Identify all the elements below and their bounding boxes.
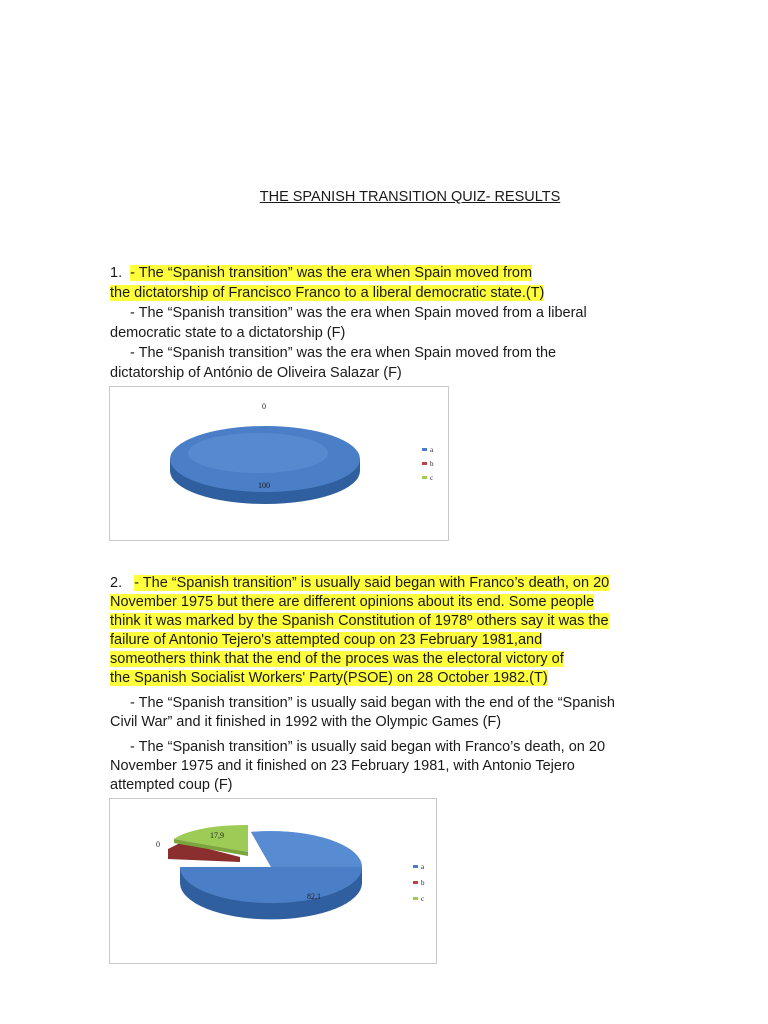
q2-number: 2. <box>110 575 123 591</box>
legend-swatch-c <box>422 476 427 479</box>
legend-label-b: b <box>430 460 434 468</box>
legend-label-a: a <box>421 863 425 871</box>
legend-label-c: c <box>430 474 434 482</box>
q2-correct-line-2 <box>110 593 670 612</box>
legend-label-b: b <box>421 879 425 887</box>
q2-option-3-line-3: attempted coup (F) <box>110 777 233 793</box>
legend-label-c: c <box>421 895 425 903</box>
q2-correct-line-3 <box>110 612 670 631</box>
data-label-b: 0 <box>262 402 266 411</box>
question-1 <box>110 263 670 383</box>
q2-option-3-line-2: November 1975 and it finished on 23 February 1981, with Antonio Tejero <box>110 758 575 774</box>
q1-option-2-line-1: - The “Spanish transition” was the era when Spain moved from a liberal <box>130 305 587 321</box>
data-label-b: 0 <box>156 840 160 849</box>
q2-option-2-line-1: - The “Spanish transition” is usually said began with the end of the “Spanish <box>130 695 615 711</box>
q1-correct-answer-2: the dictatorship of Francisco Franco to a liberal democratic state.(T) <box>110 285 545 301</box>
q1-correct-answer-1: - The “Spanish transition” was the era when Spain moved from <box>130 265 533 281</box>
pie-slice-a <box>170 426 360 504</box>
q1-option-3-line-2: dictatorship of António de Oliveira Salazar (F) <box>110 365 402 381</box>
legend-swatch-c <box>413 897 418 900</box>
q2-correct-answer-3: think it was marked by the Spanish Constitution of 1978º others say it was the <box>110 613 609 629</box>
legend-swatch-a <box>413 865 418 868</box>
legend-swatch-a <box>422 448 427 451</box>
q2-correct-line-6 <box>110 669 670 688</box>
legend-label-a: a <box>430 446 434 454</box>
q1-number: 1. <box>110 265 123 281</box>
q2-correct-answer-4: failure of Antonio Tejero's attempted coup on 23 February 1981,and <box>110 632 543 648</box>
page-title: THE SPANISH TRANSITION QUIZ- RESULTS <box>259 189 561 205</box>
q1-results-chart <box>109 386 449 541</box>
data-label-a: 100 <box>258 481 270 490</box>
legend-swatch-b <box>413 881 418 884</box>
legend <box>413 863 425 903</box>
data-label-c: 17,9 <box>210 831 224 840</box>
data-label-a: 82,1 <box>307 892 321 901</box>
q2-correct-line-1 <box>110 574 670 593</box>
q1-option-2-line-2: democratic state to a dictatorship (F) <box>110 325 346 341</box>
q2-correct-answer-1: - The “Spanish transition” is usually said began with Franco’s death, on 20 <box>134 575 610 591</box>
q1-correct-line-2 <box>110 283 670 303</box>
q2-option-2-line-2: Civil War” and it finished in 1992 with the Olympic Games (F) <box>110 714 502 730</box>
q2-correct-answer-2: November 1975 but there are different opinions about its end. Some people <box>110 594 595 610</box>
q2-correct-line-4 <box>110 631 670 650</box>
q2-correct-answer-5: someothers think that the end of the proces was the electoral victory of <box>110 651 564 667</box>
question-2 <box>110 574 670 795</box>
q2-results-chart <box>109 798 437 964</box>
legend <box>422 446 434 482</box>
q2-correct-answer-6: the Spanish Socialist Workers' Party(PSOE) on 28 October 1982.(T) <box>110 670 548 686</box>
q1-correct-line-1 <box>110 263 670 283</box>
legend-swatch-b <box>422 462 427 465</box>
q2-correct-line-5 <box>110 650 670 669</box>
q2-option-3-line-1: - The “Spanish transition” is usually said began with Franco’s death, on 20 <box>130 739 606 755</box>
q1-option-3-line-1: - The “Spanish transition” was the era when Spain moved from the <box>130 345 557 361</box>
